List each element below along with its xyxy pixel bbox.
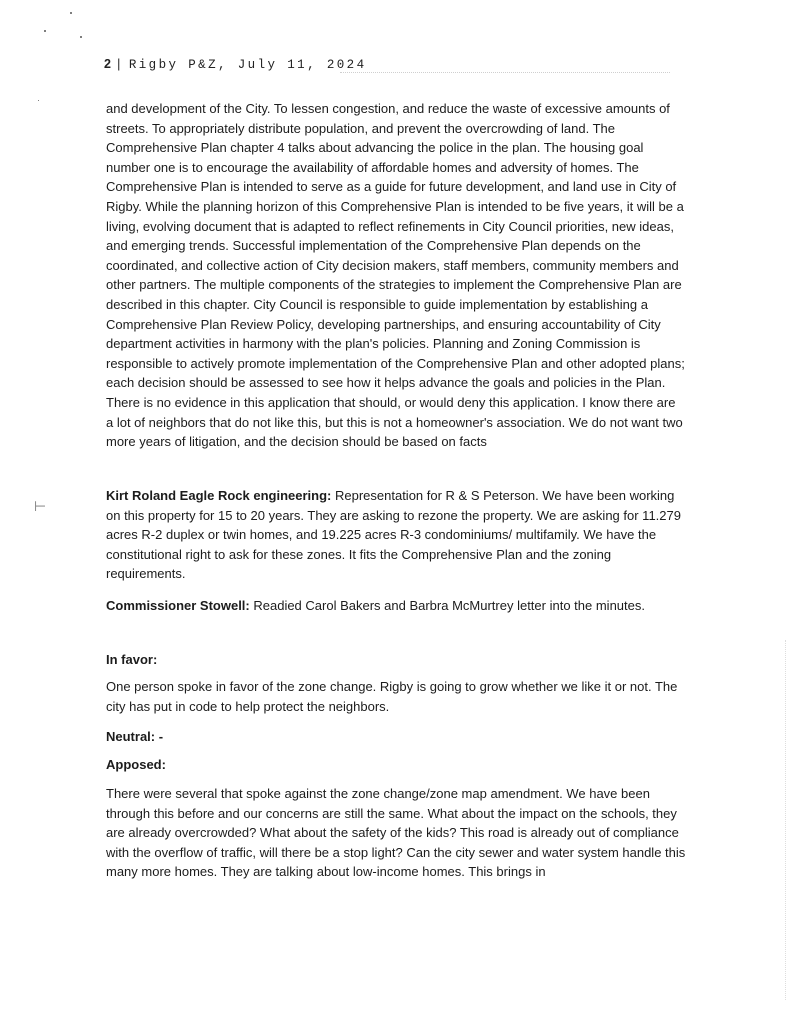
paragraph-engineering	[106, 486, 686, 584]
heading-neutral: Neutral: -	[106, 729, 164, 744]
heading-in-favor: In favor:	[106, 652, 158, 667]
engineering-statement: Representation for R & S Peterson. We have been working on this property for 15 to 20 years. They are asking to rezone the property. We are asking for 11.279 acres R-2 duplex or twin homes, and 19.225 acres R-3 condominiums/ multifamily. We have the constitutional right to ask for these zones. It fits the Comprehensive Plan and the zoning requirements.	[106, 488, 681, 582]
speaker-kirt-roland: Kirt Roland Eagle Rock engineering:	[106, 488, 332, 503]
header-rule	[340, 72, 670, 74]
scan-speck	[44, 30, 46, 32]
paragraph-plan-discussion: and development of the City. To lessen congestion, and reduce the waste of excessive amounts of streets. To appropriately distribute population, and prevent the overcrowding of land. The Comprehensive Plan chapter 4 talks about advancing the police in the plan. The housing goal number one is to encourage the availability of affordable homes and adversity of homes. The Comprehensive Plan is intended to serve as a guide for future development, and land use in City of Rigby. While the planning horizon of this Comprehensive Plan is intended to be five years, it will be a living, evolving document that is adapted to reflect refinements in City Council priorities, new ideas, and emerging trends. Successful implementation of the Comprehensive Plan depends on the coordinated, and collective action of City decision makers, staff members, community members and other partners. The multiple components of the strategies to implement the Comprehensive Plan are described in this chapter. City Council is responsible to guide implementation by establishing a Comprehensive Plan Review Policy, developing partnerships, and ensuring accountability of City department activities in harmony with the plan's policies. Planning and Zoning Commission is responsible to actively promote implementation of the Comprehensive Plan and other adopted plans; each decision should be assessed to see how it helps advance the goals and policies in the Plan. There is no evidence in this application that should, or would deny this application. I know there are a lot of neighbors that do not like this, but this is not a homeowner's association. We do not want two more years of litigation, and the decision should be based on facts	[106, 101, 685, 450]
scan-speck	[80, 36, 82, 38]
scan-speck	[70, 12, 72, 14]
paragraph-commissioner	[106, 596, 686, 616]
page-number: 2	[104, 57, 111, 71]
speaker-commissioner-stowell: Commissioner Stowell:	[106, 598, 250, 613]
header-title: Rigby P&Z, July 11, 2024	[128, 58, 367, 72]
paragraph-in-favor: One person spoke in favor of the zone change. Rigby is going to grow whether we like it or not. The city has put in code to help protect the neighbors.	[106, 679, 678, 714]
header-separator: |	[114, 58, 125, 72]
heading-apposed: Apposed:	[106, 757, 166, 772]
page-header	[104, 57, 367, 72]
commissioner-statement: Readied Carol Bakers and Barbra McMurtrey letter into the minutes.	[249, 598, 645, 613]
paragraph-apposed: There were several that spoke against the zone change/zone map amendment. We have been through this before and our concerns are still the same. What about the impact on the schools, they are already overcrowded? What about the safety of the kids? This road is already out of compliance with the overflow of traffic, will there be a stop light? Can the city sewer and water system handle this many more homes. They are talking about low-income homes. This brings in	[106, 786, 686, 880]
binder-mark-icon: ⊢	[34, 498, 47, 514]
scan-edge-dots	[785, 640, 788, 1000]
scan-speck	[38, 100, 39, 101]
